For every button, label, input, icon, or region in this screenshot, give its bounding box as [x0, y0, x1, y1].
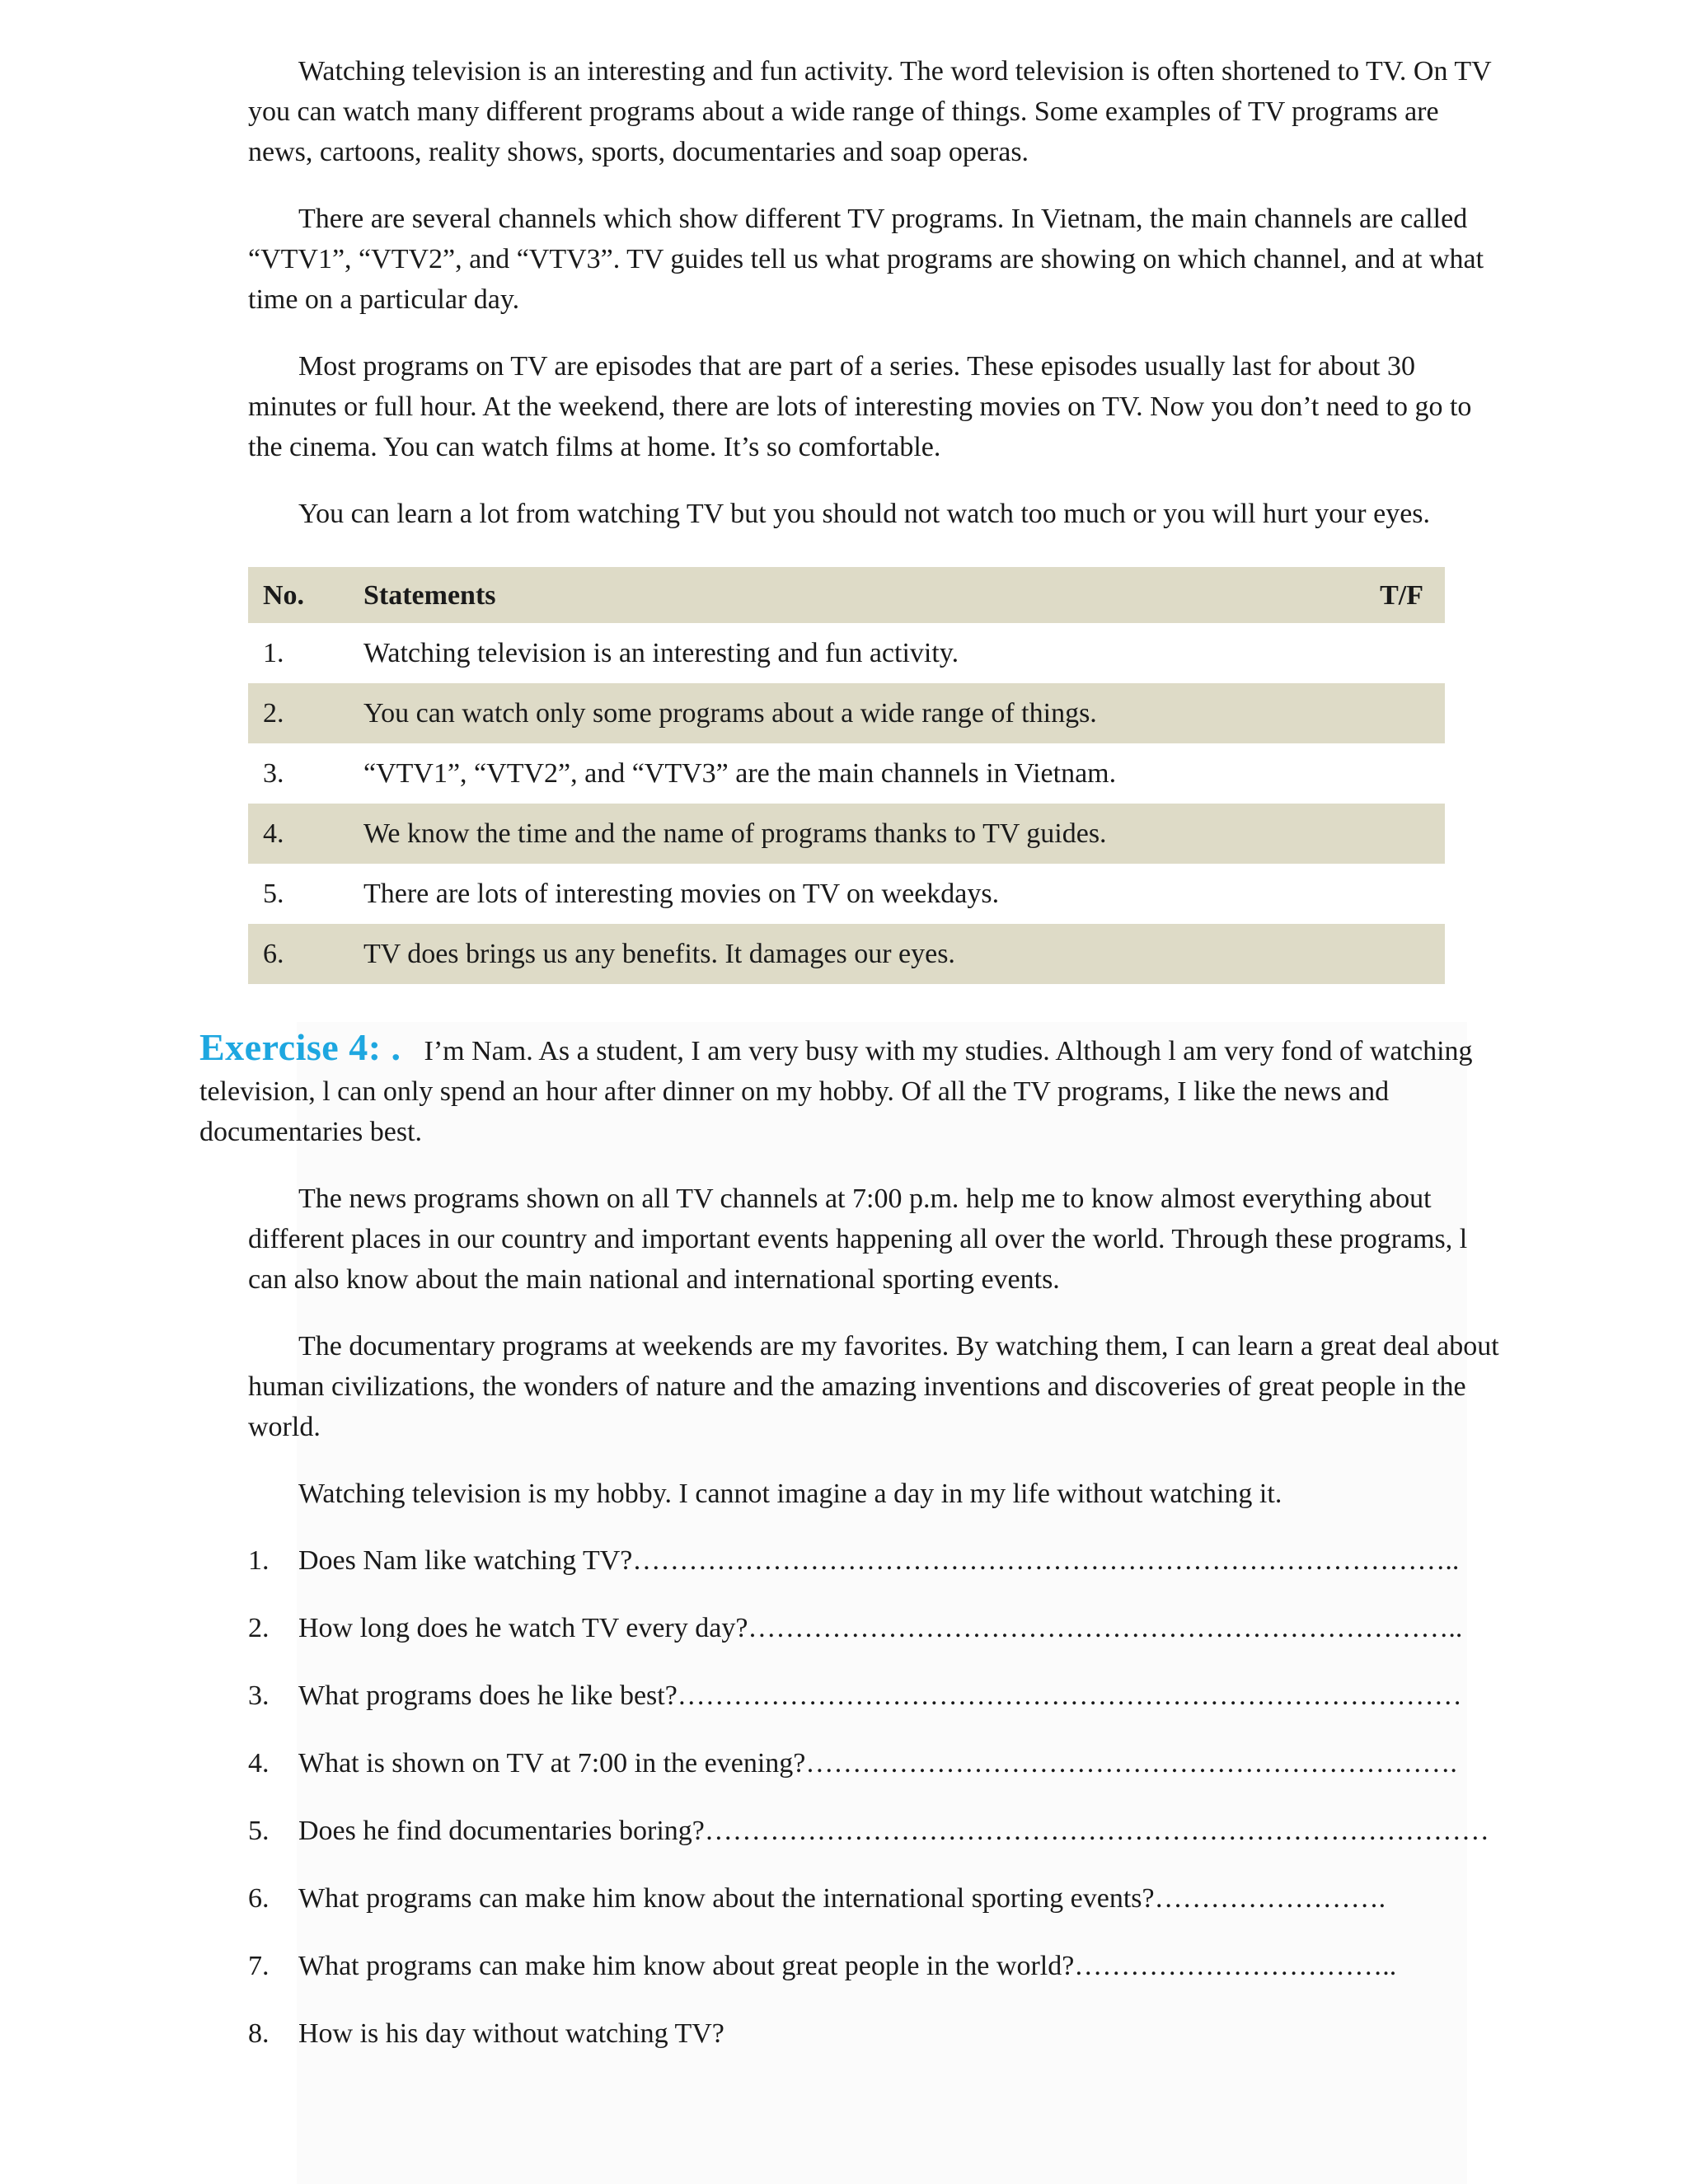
question-text: What programs can make him know about great people in the world?…………………………….. — [298, 1951, 1397, 1981]
question-text: Does Nam like watching TV?…………………………………………………………………………….. — [298, 1545, 1460, 1576]
question-text: How is his day without watching TV? — [298, 2018, 724, 2049]
table-row — [248, 924, 1445, 984]
reading-section — [248, 51, 1501, 984]
question-text: What is shown on TV at 7:00 in the evening?……………………………………………………………. — [298, 1748, 1457, 1779]
question-text: What programs can make him know about the international sporting events?……………………. — [298, 1883, 1386, 1914]
reading-paragraph-1: Watching television is an interesting and fun activity. The word television is often shortened to TV. On TV you can watch many different programs about a wide range of things. Some examples of TV programs are news, cartoons, reality shows, sports, documentaries and soap operas. — [248, 56, 1492, 167]
tf-answer-cell[interactable] — [1326, 924, 1445, 984]
question-number: 5. — [248, 1816, 270, 1846]
question-text: Does he find documentaries boring?………………………………………………………………………… — [298, 1816, 1489, 1846]
reading-paragraph-3: Most programs on TV are episodes that are part of a series. These episodes usually last for about 30 minutes or full hour. At the weekend, there are lots of interesting movies on TV. Now you don’t need to go to the cinema. You can watch films at home. It’s so comfortable. — [248, 351, 1472, 462]
row-statement: We know the time and the name of programs thanks to TV guides. — [349, 804, 1326, 864]
table-row — [248, 864, 1445, 924]
question-text: What programs does he like best?………………………………………………………………………… — [298, 1680, 1462, 1711]
table-row — [248, 743, 1445, 804]
row-number: 3. — [263, 758, 284, 789]
table-header-row — [248, 567, 1445, 623]
tf-answer-cell[interactable] — [1326, 743, 1445, 804]
question-number: 2. — [248, 1613, 270, 1643]
question-number: 8. — [248, 2018, 270, 2049]
question-list — [248, 1540, 1501, 2054]
true-false-table — [248, 567, 1445, 984]
tf-answer-cell[interactable] — [1326, 623, 1445, 683]
question-item — [248, 1540, 1501, 1581]
row-statement: Watching television is an interesting and fun activity. — [363, 638, 959, 668]
row-number: 4. — [248, 804, 349, 864]
question-number: 4. — [248, 1748, 270, 1779]
exercise-4-intro — [199, 1027, 1502, 1152]
question-item — [248, 1675, 1501, 1716]
header-statements: Statements — [349, 567, 1326, 623]
tf-answer-cell[interactable] — [1326, 804, 1445, 864]
question-number: 3. — [248, 1680, 270, 1711]
question-item — [248, 1878, 1501, 1919]
row-number: 1. — [263, 638, 284, 668]
question-item — [248, 1608, 1501, 1648]
row-statement: There are lots of interesting movies on TV on weekdays. — [363, 879, 1000, 909]
row-statement: You can watch only some programs about a wide range of things. — [349, 683, 1326, 743]
exercise-4-paragraph-2: The documentary programs at weekends are my favorites. By watching them, I can learn a great deal about human civilizations, the wonders of nature and the amazing inventions and discoveries of great people in the world. — [248, 1331, 1499, 1442]
question-item — [248, 1946, 1501, 1986]
question-number: 1. — [248, 1545, 270, 1576]
row-number: 5. — [263, 879, 284, 909]
exercise-4-paragraph-1: The news programs shown on all TV channels at 7:00 p.m. help me to know almost everything about different places in our country and important events happening all over the world. Through these programs, l can also know about the main national and international sporting events. — [248, 1183, 1468, 1295]
table-row — [248, 623, 1445, 683]
exercise-4-paragraph-3: Watching television is my hobby. I cannot imagine a day in my life without watching it. — [298, 1479, 1282, 1509]
row-statement: TV does brings us any benefits. It damages our eyes. — [349, 924, 1326, 984]
table-row — [248, 683, 1445, 743]
question-item — [248, 1811, 1501, 1851]
header-no: No. — [248, 567, 349, 623]
tf-answer-cell[interactable] — [1326, 683, 1445, 743]
question-item — [248, 2013, 1501, 2054]
question-number: 6. — [248, 1883, 270, 1914]
reading-paragraph-2: There are several channels which show different TV programs. In Vietnam, the main channels are called “VTV1”, “VTV2”, and “VTV3”. TV guides tell us what programs are showing on which channel, and at what time on a particular day. — [248, 204, 1484, 315]
question-text: How long does he watch TV every day?………………………………………………………………….. — [298, 1613, 1463, 1643]
exercise-4-body — [248, 1179, 1501, 2054]
exercise-4-section — [199, 1027, 1502, 2081]
table-row — [248, 804, 1445, 864]
header-tf: T/F — [1326, 567, 1445, 623]
exercise-4-title: Exercise 4: . — [199, 1026, 401, 1068]
row-number: 2. — [248, 683, 349, 743]
question-number: 7. — [248, 1951, 270, 1981]
reading-paragraph-4: You can learn a lot from watching TV but you should not watch too much or you will hurt your eyes. — [298, 499, 1431, 529]
row-number: 6. — [248, 924, 349, 984]
question-item — [248, 1743, 1501, 1783]
row-statement: “VTV1”, “VTV2”, and “VTV3” are the main channels in Vietnam. — [363, 758, 1117, 789]
exercise-4-intro-text: I’m Nam. As a student, I am very busy with my studies. Although l am very fond of watching television, l can only spend an hour after dinner on my hobby. Of all the TV programs, I like the news and documentaries best. — [199, 1036, 1473, 1147]
tf-answer-cell[interactable] — [1326, 864, 1445, 924]
